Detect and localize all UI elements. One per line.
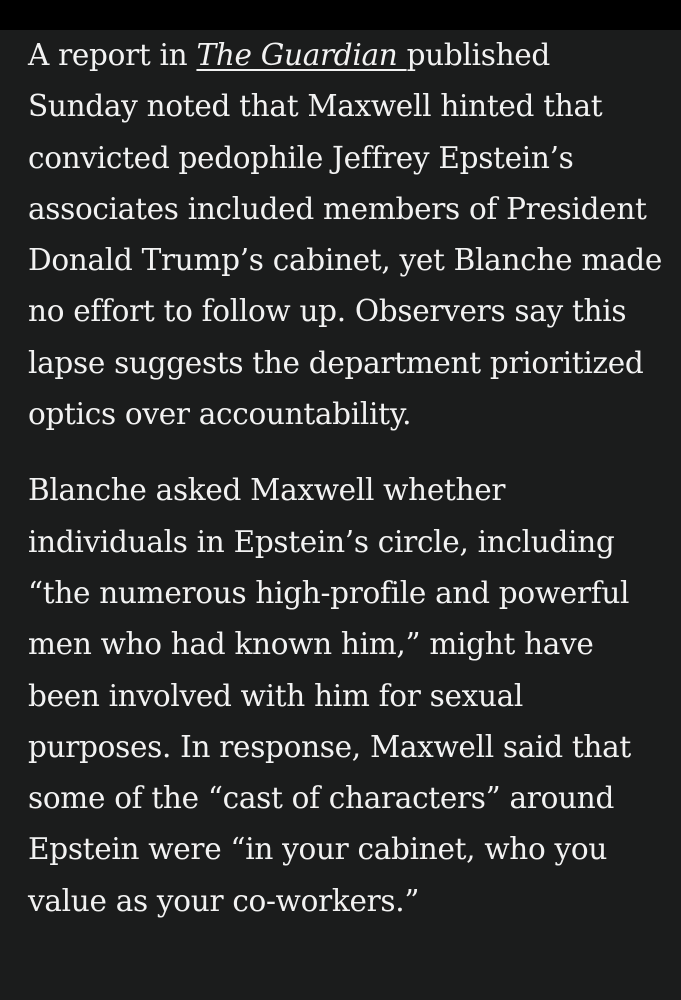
status-bar xyxy=(0,0,681,30)
guardian-link[interactable]: The Guardian xyxy=(196,38,407,72)
paragraph-body-text: Blanche asked Maxwell whether individuals in Epstein’s circle, including “the numerous high-profile and powerful men who had known him,” might have been involved with him for sexual purposes. In response, Maxwell said that some of the “cast of characters” around Epstein were “in your cabinet, who you value as your co-workers.” xyxy=(28,473,631,918)
paragraph-body-text: published Sunday noted that Maxwell hinted that convicted pedophile Jeffrey Epstein’s associates included members of President Donald Trump’s cabinet, yet Blanche made no effort to follow up. Observers say this lapse suggests the department prioritized optics over accountability. xyxy=(28,38,663,432)
article-paragraph-2 xyxy=(28,465,668,927)
article-paragraph-1 xyxy=(28,30,668,440)
article-body xyxy=(28,30,668,952)
paragraph-lead-text: A report in xyxy=(28,38,197,72)
